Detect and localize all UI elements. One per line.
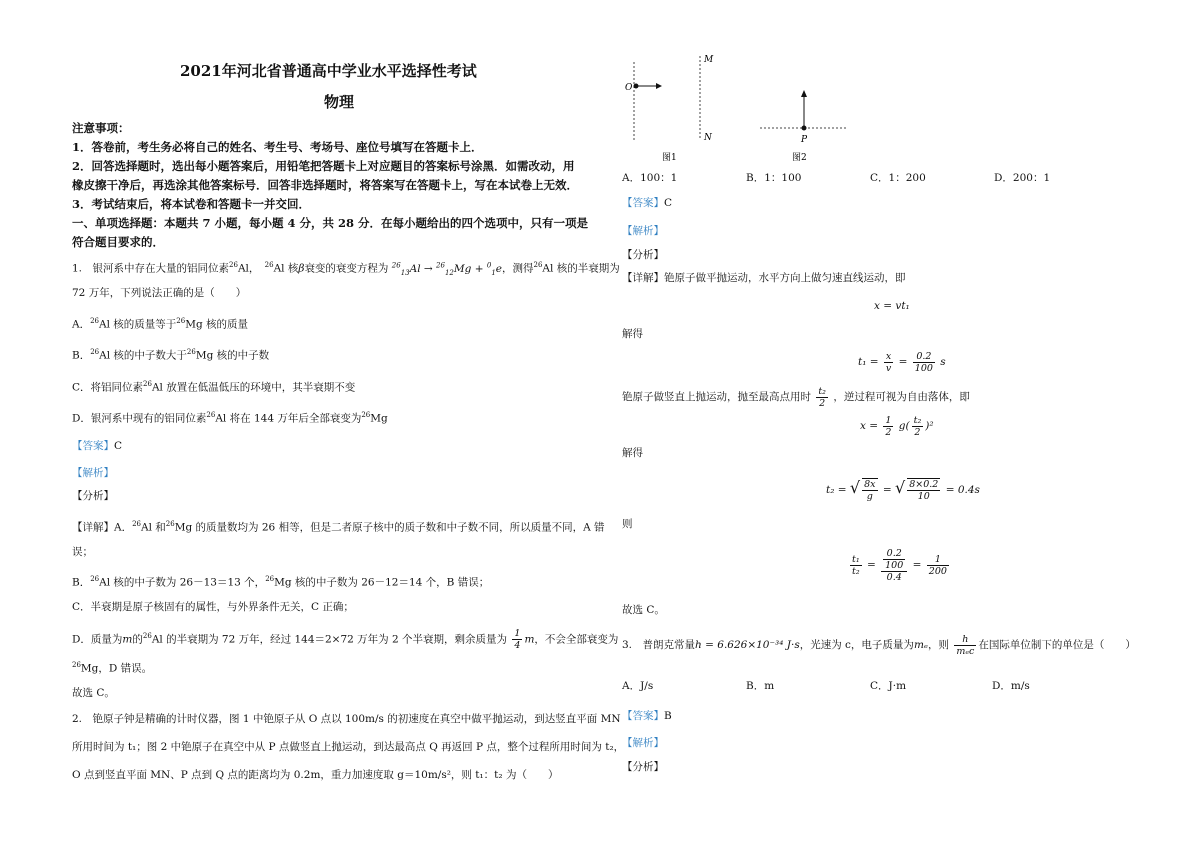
q1-analysis-tag: 【解析】 <box>72 467 114 479</box>
q2-option-d: D．200：1 <box>994 172 1051 184</box>
q1-detail-line1: 【详解】A．$^{26}$Al 和$^{26}$Mg 的质量数均为 26 相等，但是二者原子核中的质子数和中子数不同，所以质量不同，A 错 <box>72 520 605 534</box>
notice-heading: 注意事项： <box>72 121 130 135</box>
q1-detail-line3: B．$^{26}$Al 核的中子数为 26－13＝13 个，$^{26}$Mg 核的中子数为 26－12＝14 个，B 错误； <box>72 575 490 589</box>
q2-option-a: A．100：1 <box>622 172 678 184</box>
fig2-label-p: P <box>801 135 808 145</box>
q3-analysis-tag: 【解析】 <box>622 737 664 749</box>
section-heading: 一、单项选择题：本题共 7 小题，每小题 4 分，共 28 分．在每小题给出的四个选项中，只有一项是 <box>72 216 589 230</box>
q2-analysis-tag: 【解析】 <box>622 225 664 237</box>
q2-equation-5: $\frac{\text{t₁}}{\text{t₂}}$ = $\frac{\frac{0.2}{100}}{0.4}$ = $\frac{1}{200}$ <box>852 547 947 583</box>
q3-option-d: D．m/s <box>992 680 1030 692</box>
q3-answer: 【答案】B <box>622 710 672 722</box>
fig1-point-o <box>634 84 639 89</box>
fig1-label-n: N <box>704 133 712 143</box>
q1-option-c: C．将铝同位素$^{26}$Al 放置在低温低压的环境中，其半衰期不变 <box>72 380 356 394</box>
notice-item-2: 2．回答选择题时，选出每小题答案后，用铅笔把答题卡上对应题目的答案标号涂黑．如需改动，用 <box>72 159 575 173</box>
section-heading-2: 符合题目要求的． <box>72 235 164 249</box>
q1-detail-line4: C．半衰期是原子核固有的属性，与外界条件无关，C 正确； <box>72 601 354 613</box>
q3-option-a: A．J/s <box>622 680 654 692</box>
page-subject: 物理 <box>324 93 355 111</box>
q2-stem-line3: O 点到竖直平面 MN、P 点到 Q 点的距离均为 0.2m，重力加速度取 g＝10m/s²，则 t₁：t₂ 为（ ） <box>72 769 559 781</box>
q2-equation-2: t₁ = $\frac{x}{v}$ = $\frac{0.2}{100}$ s <box>858 350 946 374</box>
q3-fenxi: 【分析】 <box>622 761 664 773</box>
q2-equation-1: x = vt₁ <box>874 300 910 312</box>
q1-detail-line5: D．质量为m的$^{26}$Al 的半衰期为 72 万年，经过 144＝2×72 万年为 2 个半衰期，剩余质量为 $\frac{1}{4}$ m，不会全部衰变为 <box>72 628 619 651</box>
q1-answer: 【答案】C <box>72 440 123 452</box>
fig1-label-o: O <box>625 83 633 93</box>
q3-stem: 3. 普朗克常量h = 6.626×10⁻³⁴ J·s，光速为 c，电子质量为mₑ，则 $\frac{h}{\text{mₑc}}$ 在国际单位制下的单位是（ ） <box>622 633 1136 657</box>
fig1-label-m: M <box>704 55 714 65</box>
q2-option-c: C．1：200 <box>870 172 926 184</box>
q1-option-d: D．银河系中现有的铝同位素$^{26}$Al 将在 144 万年后全部衰变为$^{26}$Mg <box>72 411 388 425</box>
q2-stem-line2: 所用时间为 t₁；图 2 中铯原子在真空中从 P 点做竖直上抛运动，到达最高点 Q 再返回 P 点，整个过程所用时间为 t₂， <box>72 741 625 753</box>
q1-detail-line6: $^{26}$Mg，D 错误。 <box>72 661 153 675</box>
fig1-caption: 图1 <box>662 153 677 162</box>
decay-equation: $^{26}_{13}$Al → $^{26}_{12}$Mg + $^0_1$e <box>391 261 502 277</box>
notice-item-1: 1．答卷前，考生务必将自己的姓名、考生号、考场号、座位号填写在答题卡上． <box>72 140 483 154</box>
q2-detail-line1: 【详解】铯原子做平抛运动，水平方向上做匀速直线运动，即 <box>622 272 906 284</box>
notice-item-3: 3．考试结束后，将本试卷和答题卡一并交回． <box>72 197 310 211</box>
q2-jiede-1: 解得 <box>622 328 643 340</box>
q2-answer: 【答案】C <box>622 197 673 209</box>
q1-option-b: B．$^{26}$Al 核的中子数大于$^{26}$Mg 核的中子数 <box>72 348 270 362</box>
page-title: 2021年河北省普通高中学业水平选择性考试 <box>180 62 477 80</box>
q1-stem-line2: 72 万年，下列说法正确的是（ ） <box>72 287 247 299</box>
q2-equation-4: t₂ = √ $\frac{8x}{g}$ = √ $\frac{8\times 0.2}{10}$ = 0.4s <box>826 478 980 502</box>
q2-figures <box>622 52 882 162</box>
q1-conclusion: 故选 C。 <box>72 687 115 699</box>
q1-stem-line1: 1. 银河系中存在大量的铝同位素$^{26}$Al， $^{26}$Al 核β衰变的衰变方程为 $^{26}_{13}$Al → $^{26}_{12}$Mg + $^0_1$e，测得$^{26}$Al 核的半衰期为 <box>72 261 620 277</box>
fig1-arrow-head <box>656 83 662 89</box>
q2-option-b: B．1：100 <box>746 172 802 184</box>
q2-jiede-2: 解得 <box>622 447 643 459</box>
q2-conclusion: 故选 C。 <box>622 604 665 616</box>
q2-ze: 则 <box>622 518 633 530</box>
fig2-caption: 图2 <box>792 153 807 162</box>
q3-option-c: C．J·m <box>870 680 907 692</box>
notice-item-2b: 橡皮擦干净后，再选涂其他答案标号．回答非选择题时，将答案写在答题卡上，写在本试卷上无效． <box>72 178 578 192</box>
q1-detail-line2: 误； <box>72 546 93 558</box>
q2-detail-line2: 铯原子做竖直上抛运动，抛至最高点用时 $\frac{\text{t₂}}{2}$ ，逆过程可视为自由落体，即 <box>622 385 970 409</box>
q2-equation-3: x = $\frac{1}{2}$ g( $\frac{\text{t₂}}{2}$ )² <box>860 414 934 438</box>
q2-fenxi: 【分析】 <box>622 249 664 261</box>
q2-stem-line1: 2. 铯原子钟是精确的计时仪器，图 1 中铯原子从 O 点以 100m/s 的初速度在真空中做平抛运动，到达竖直平面 MN <box>72 713 621 725</box>
q3-option-b: B．m <box>746 680 775 692</box>
fig2-point-p <box>802 126 807 131</box>
q1-option-a: A．$^{26}$Al 核的质量等于$^{26}$Mg 核的质量 <box>72 317 249 331</box>
fig2-arrow-head <box>801 90 807 97</box>
q1-fenxi: 【分析】 <box>72 490 114 502</box>
